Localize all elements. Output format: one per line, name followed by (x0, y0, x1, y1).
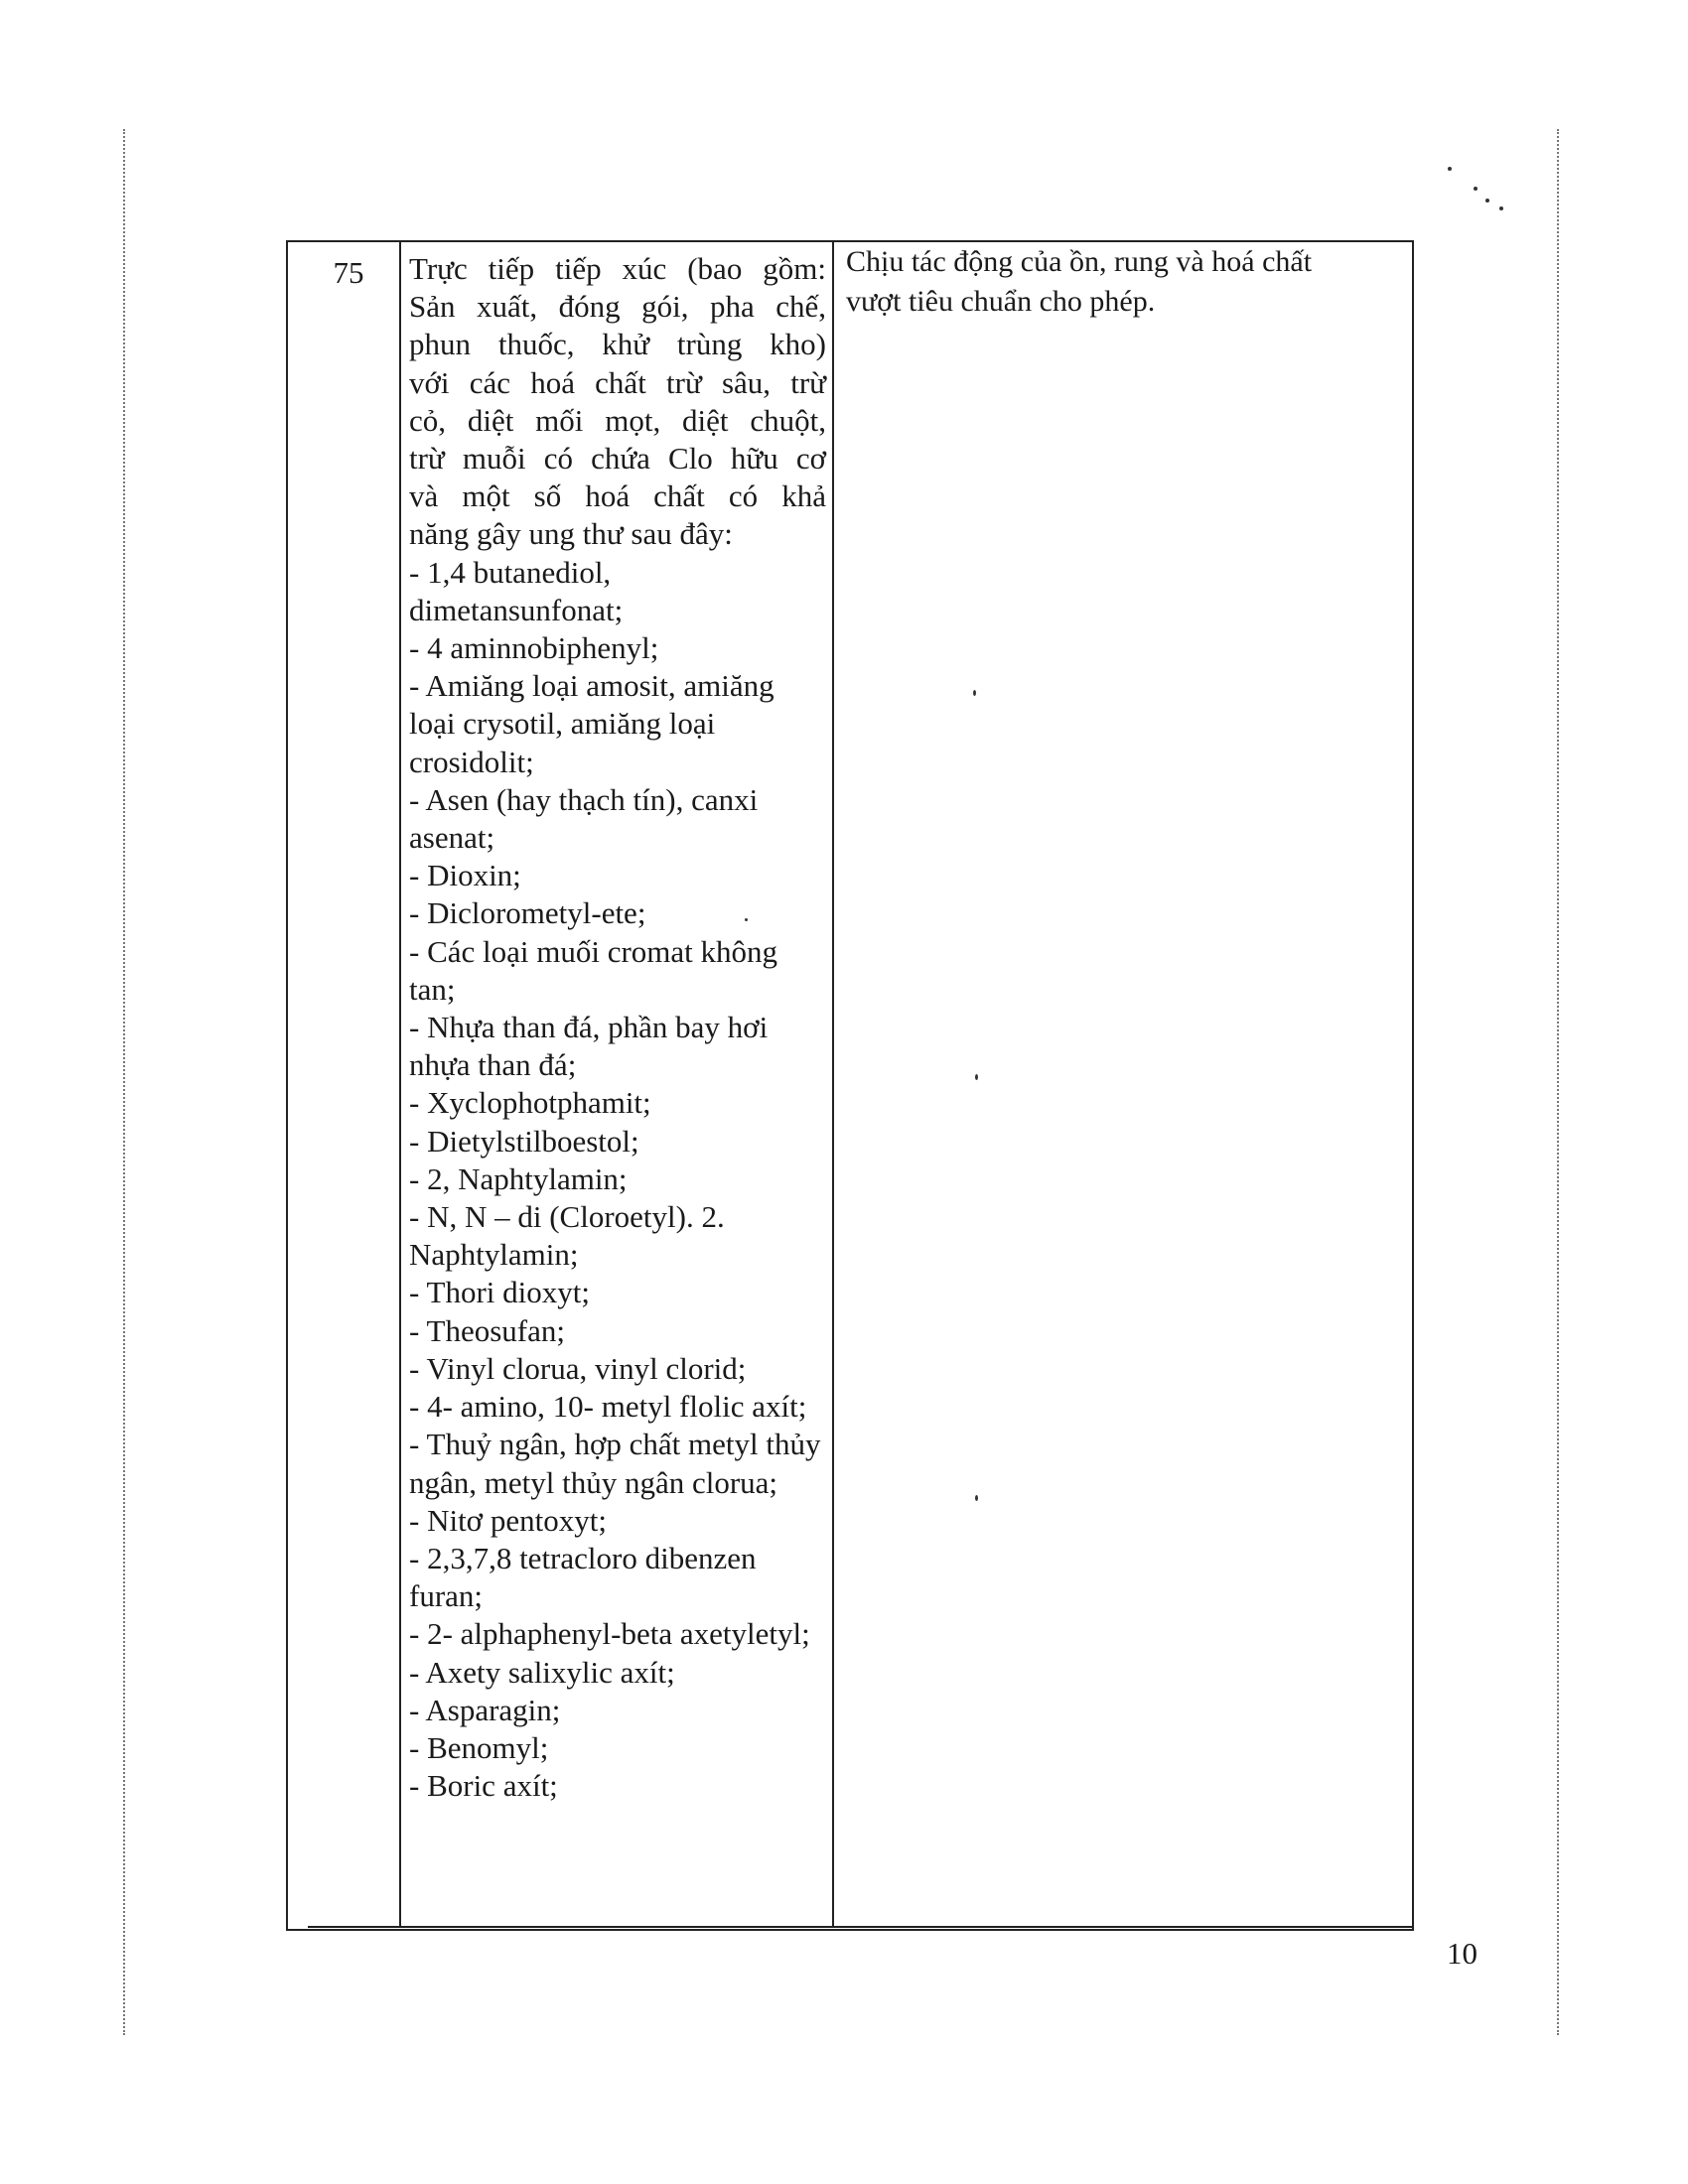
chemical-item: - 4- amino, 10- metyl flolic axít; (409, 1389, 807, 1425)
chemical-item: - Asparagin; (409, 1692, 561, 1727)
scan-speck (1499, 206, 1503, 210)
description-line: trừ muỗi có chứa Clo hữu cơ (409, 441, 826, 477)
condition-line: Chịu tác động của ồn, rung và hoá chất (846, 245, 1313, 278)
chemical-item: - Dioxin; (409, 858, 521, 893)
chemical-item: - Benomyl; (409, 1729, 549, 1765)
chemical-item: - Nitơ pentoxyt; (409, 1502, 607, 1538)
table-frame-bottom-edge (308, 1912, 1412, 1928)
chemical-item: - 2, Naphtylamin; (409, 1160, 628, 1196)
chemical-item: - 1,4 butanediol, dimetansunfonat; (409, 554, 624, 627)
scan-speck (975, 1495, 978, 1501)
scan-speck (973, 690, 976, 696)
column-divider-1 (399, 240, 401, 1928)
chemical-item: - 4 aminnobiphenyl; (409, 630, 659, 666)
scan-speck (1474, 187, 1477, 191)
condition-cell (846, 242, 1402, 322)
description-line: và một số hoá chất có khả (409, 478, 826, 514)
description-line: với các hoá chất trừ sâu, trừ (409, 364, 826, 400)
scan-speck (1448, 167, 1452, 171)
chemical-item: - Thori dioxyt; (409, 1275, 590, 1310)
chemical-item: - Diclorometyl-ete; (409, 895, 646, 931)
chemical-item: - Amiăng loại amosit, amiăng loại crysotil, amiăng loại crosidolit; (409, 668, 774, 779)
description-line: Trực tiếp tiếp xúc (bao gồm: (409, 251, 826, 286)
chemical-item: - Thuỷ ngân, hợp chất metyl thủy ngân, metyl thủy ngân clorua; (409, 1427, 821, 1500)
chemical-item: - Asen (hay thạch tín), canxi asenat; (409, 781, 759, 856)
chemical-item: - Theosufan; (409, 1312, 565, 1348)
chemical-item: - Xyclophotphamit; (409, 1085, 651, 1121)
scan-speck (975, 1074, 978, 1080)
column-divider-2 (832, 240, 834, 1928)
chemical-item: - Nhựa than đá, phần bay hơi nhựa than đá; (409, 1010, 769, 1083)
description-line: phun thuốc, khử trùng kho) (409, 327, 826, 362)
description-line: cỏ, diệt mối mọt, diệt chuột, (409, 402, 826, 438)
description-cell (409, 250, 826, 1805)
row-number: 75 (333, 255, 364, 290)
chemical-item: - N, N – di (Cloroetyl). 2. Naphtylamin; (409, 1199, 725, 1273)
chemical-item: - 2,3,7,8 tetracloro dibenzen furan; (409, 1540, 757, 1614)
description-line: năng gây ung thư sau đây: (409, 516, 733, 552)
chemical-item: - Axety salixylic axít; (409, 1654, 675, 1690)
scan-speck (745, 918, 748, 921)
scan-margin-dots-left (123, 129, 127, 2035)
chemical-item: - Các loại muối cromat không tan; (409, 933, 778, 1007)
chemical-item: - 2- alphaphenyl-beta axetyletyl; (409, 1616, 810, 1652)
chemical-item: - Boric axít; (409, 1768, 558, 1804)
chemical-item: - Dietylstilboestol; (409, 1123, 639, 1159)
scan-speck (1485, 199, 1489, 203)
chemical-item: - Vinyl clorua, vinyl clorid; (409, 1350, 747, 1386)
condition-line: vượt tiêu chuẩn cho phép. (846, 285, 1156, 318)
description-line: Sản xuất, đóng gói, pha chế, (409, 289, 826, 325)
scan-margin-dots-right (1557, 129, 1561, 2035)
page-number: 10 (1447, 1936, 1477, 1971)
